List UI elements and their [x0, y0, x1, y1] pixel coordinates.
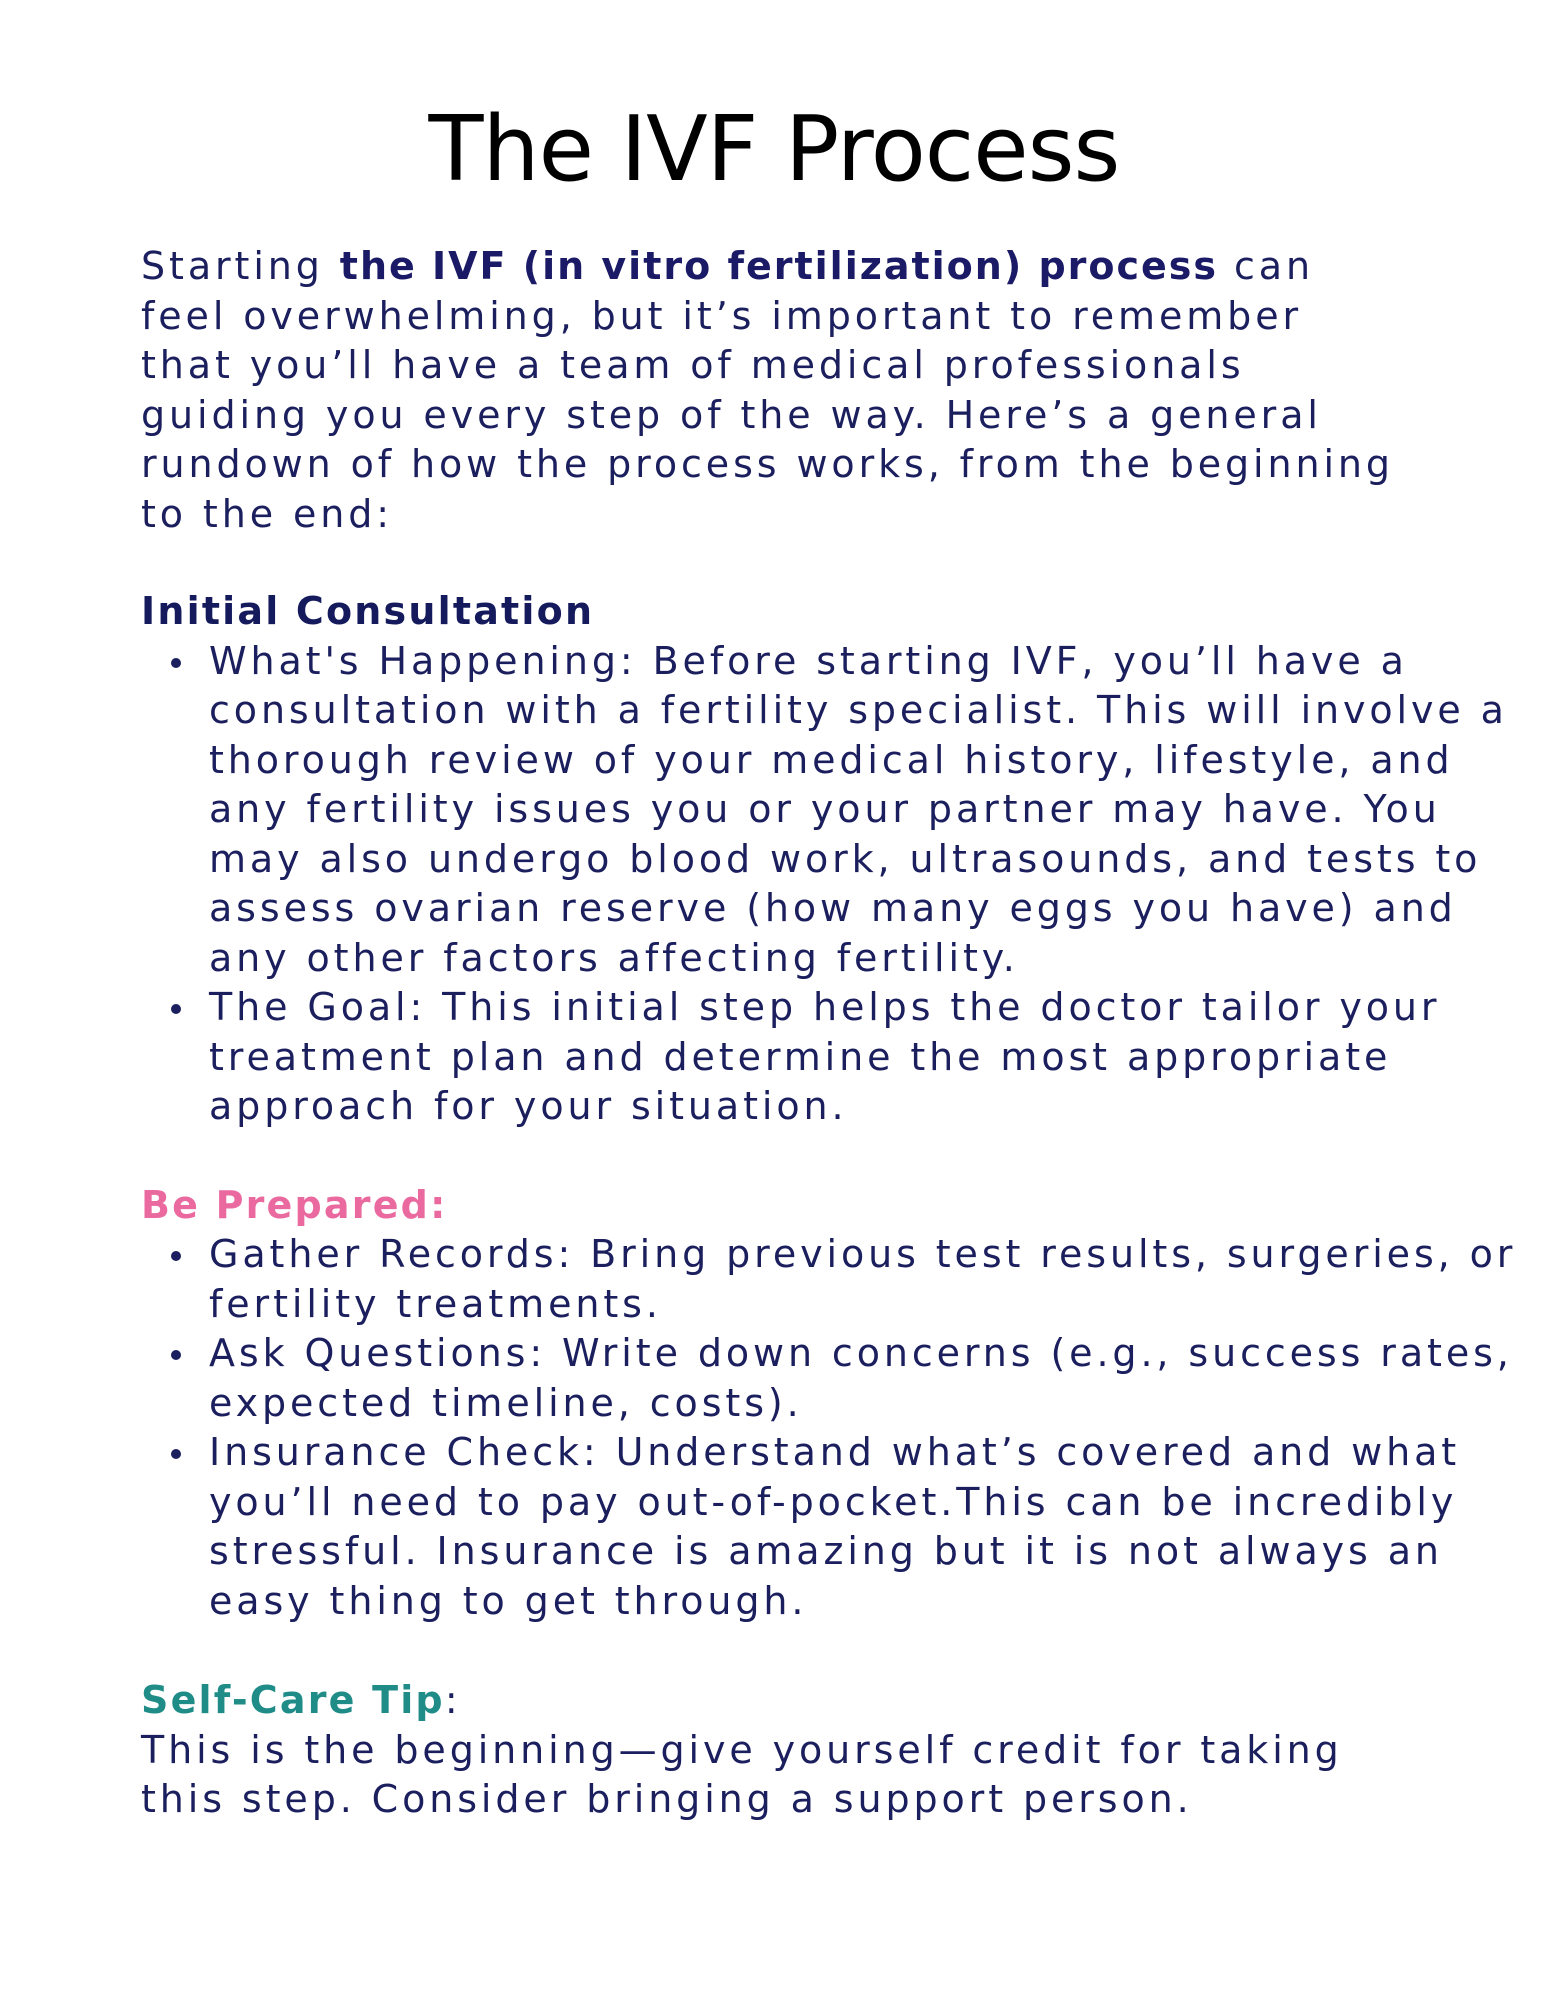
list-item: Insurance Check: Understand what’s covered and what you’ll need to pay out-of-pocket.This can be incredibly stressful. Insurance is amazing but it is not always an easy thing to get through.: [209, 1428, 1529, 1626]
list-item: Ask Questions: Write down concerns (e.g., success rates, expected timeline, costs).: [209, 1329, 1529, 1428]
list-item: Gather Records: Bring previous test results, surgeries, or fertility treatments.: [209, 1230, 1529, 1329]
intro-suffix: can feel overwhelming, but it’s important to remember that you’ll have a team of medical professionals guiding you every step of the way. Here’s a general rundown of how the process works, from the beginning to the end:: [141, 244, 1394, 536]
intro-paragraph: [141, 242, 1401, 539]
list-item: What's Happening: Before starting IVF, you’ll have a consultation with a fertility specialist. This will involve a thorough review of your medical history, lifestyle, and any fertility issues you or your partner may have. You may also undergo blood work, ultrasounds, and tests to assess ovarian reserve (how many eggs you have) and any other factors affecting fertility.: [209, 637, 1529, 984]
be-prepared-list: [141, 1230, 1529, 1626]
intro-bold-phrase: the IVF (in vitro fertilization) process: [339, 244, 1219, 288]
self-care-heading: [141, 1676, 1445, 1726]
list-item: The Goal: This initial step helps the doctor tailor your treatment plan and determine the most appropriate approach for your situation.: [209, 983, 1529, 1132]
self-care-heading-label: Self-Care Tip: [141, 1678, 445, 1722]
initial-consultation-list: [141, 637, 1529, 1132]
page-title: The IVF Process: [428, 97, 1120, 202]
self-care-text: This is the beginning—give yourself credit for taking this step. Consider bringing a support person.: [141, 1727, 1343, 1821]
be-prepared-heading: Be Prepared:: [141, 1182, 448, 1227]
self-care-heading-colon: :: [444, 1678, 460, 1722]
intro-prefix: Starting: [141, 244, 340, 288]
initial-consultation-heading: Initial Consultation: [141, 589, 595, 633]
